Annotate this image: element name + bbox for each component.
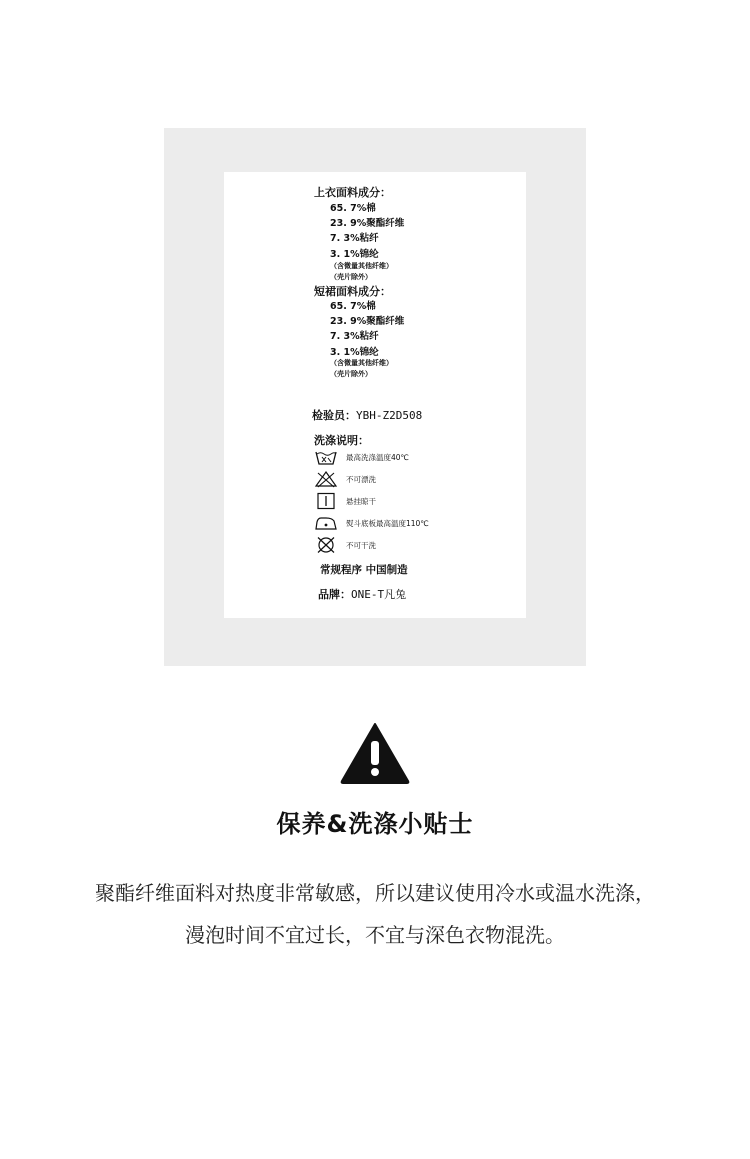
skirt-composition-cotton: 65. 7%棉	[330, 301, 376, 312]
max-wash-temp-40-icon	[314, 448, 338, 466]
inspector-line	[312, 407, 422, 423]
skirt-composition-nylon: 3. 1%锦纶	[330, 347, 379, 358]
care-tips-line-1: 聚酯纤维面料对热度非常敏感，所以建议使用冷水或温水洗涤，	[95, 881, 655, 905]
skirt-trace-fiber-note: （含微量其他纤维）	[330, 359, 393, 367]
care-row-wash-temp	[314, 448, 409, 466]
line-dry-icon	[314, 492, 338, 510]
care-row-iron	[314, 514, 429, 532]
care-tips-title: 保养&洗涤小贴士	[276, 810, 474, 838]
top-fabric-heading: 上衣面料成分：	[314, 186, 391, 199]
skirt-composition-viscose: 7. 3%粘纤	[330, 331, 379, 342]
care-text-line-dry: 悬挂晾干	[346, 496, 376, 506]
care-row-no-bleach	[314, 470, 376, 488]
wash-instructions-heading: 洗涤说明：	[314, 434, 369, 447]
top-shell-note: （壳片除外）	[330, 273, 372, 281]
care-text-wash-temp: 最高洗涤温度40℃	[346, 452, 409, 462]
top-composition-polyester: 23. 9%聚酯纤维	[330, 218, 405, 229]
inspector-code: YBH-Z2D508	[356, 409, 423, 422]
care-text-no-bleach: 不可漂洗	[346, 474, 376, 484]
skirt-shell-note: （壳片除外）	[330, 370, 372, 378]
do-not-bleach-icon	[314, 470, 338, 488]
inspector-label: 检验员：	[312, 409, 356, 422]
care-text-iron: 熨斗底板最高温度110℃	[346, 518, 429, 528]
do-not-dry-clean-icon	[314, 536, 338, 554]
top-trace-fiber-note: （含微量其他纤维）	[330, 262, 393, 270]
brand-label: 品牌：	[318, 588, 351, 601]
care-text-no-dry-clean: 不可干洗	[346, 540, 376, 550]
iron-max-110-icon	[314, 514, 338, 532]
brand-name: ONE-T凡兔	[351, 588, 407, 601]
skirt-composition-polyester: 23. 9%聚酯纤维	[330, 316, 405, 327]
care-label	[224, 172, 526, 618]
brand-line	[318, 586, 406, 602]
top-composition-cotton: 65. 7%棉	[330, 203, 376, 214]
care-row-line-dry	[314, 492, 376, 510]
program-origin: 常规程序 中国制造	[320, 564, 408, 576]
skirt-fabric-heading: 短裙面料成分：	[314, 285, 391, 298]
care-tips-body	[0, 872, 750, 956]
care-label-photo-frame	[164, 128, 586, 666]
care-tips-line-2: 漫泡时间不宜过长，不宜与深色衣物混洗。	[185, 923, 565, 947]
care-row-no-dry-clean	[314, 536, 376, 554]
top-composition-viscose: 7. 3%粘纤	[330, 233, 379, 244]
warning-icon	[339, 721, 411, 785]
top-composition-nylon: 3. 1%锦纶	[330, 249, 379, 260]
